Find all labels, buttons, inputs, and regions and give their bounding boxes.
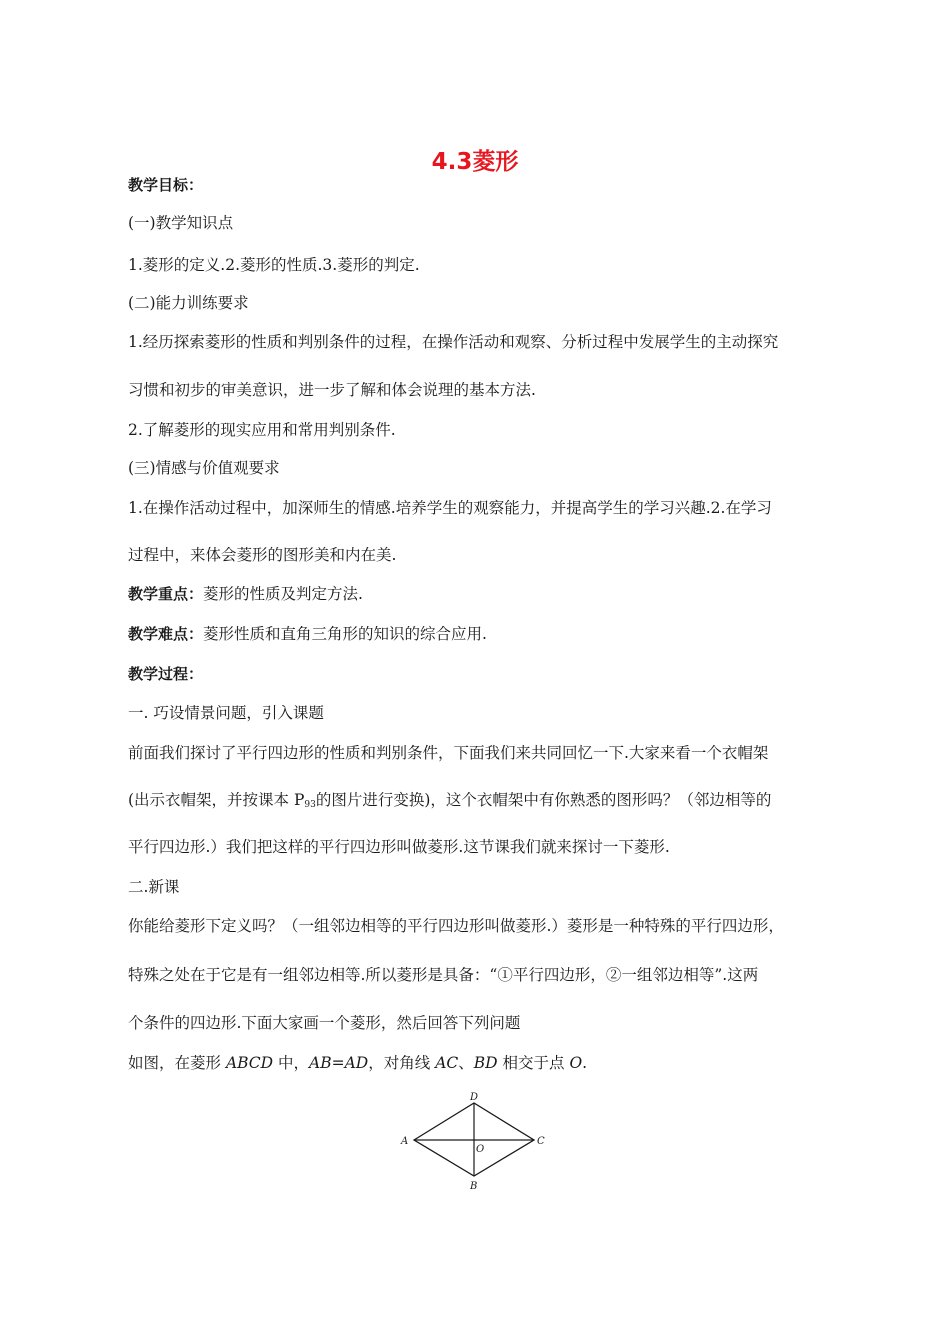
p4-math-ab-ad: AB=AD <box>309 1054 369 1072</box>
vertex-label-a: A <box>401 1136 409 1147</box>
key-point-text: 菱形的性质及判定方法. <box>203 585 363 603</box>
part2-heading: 二.新课 <box>128 878 180 896</box>
part2-paragraph-line4 <box>128 1053 587 1073</box>
part2-paragraph-line3: 个条件的四边形.下面大家画一个菱形，然后回答下列问题 <box>128 1014 521 1032</box>
part1-line2-start: (出示衣帽架，并按课本 P <box>128 791 305 809</box>
part1-paragraph-line1: 前面我们探讨了平行四边形的性质和判别条件，下面我们来共同回忆一下.大家来看一个衣帽架 <box>128 744 769 762</box>
part1-paragraph-line2 <box>128 790 771 815</box>
emotion-item-line2: 过程中，来体会菱形的图形美和内在美. <box>128 546 397 564</box>
p4-math-bd: BD <box>473 1054 498 1072</box>
ability-item1-line2: 习惯和初步的审美意识，进一步了解和体会说理的基本方法. <box>128 381 536 399</box>
vertex-label-d: D <box>470 1092 479 1103</box>
knowledge-heading: (一)教学知识点 <box>128 214 234 232</box>
part1-heading: 一. 巧设情景问题，引入课题 <box>128 704 324 722</box>
p4-text-4: 、 <box>458 1054 474 1072</box>
key-point-label: 教学重点： <box>128 585 204 603</box>
ability-item2: 2.了解菱形的现实应用和常用判别条件. <box>128 421 396 439</box>
difficulty-point <box>128 624 487 644</box>
process-heading: 教学过程： <box>128 665 204 683</box>
part2-paragraph-line2: 特殊之处在于它是有一组邻边相等.所以菱形是具备：“①平行四边形，②一组邻边相等”.这两 <box>128 966 759 984</box>
p4-math-o: O <box>569 1054 583 1072</box>
p4-text-2: 中， <box>273 1054 310 1072</box>
ability-heading: (二)能力训练要求 <box>128 294 249 312</box>
rhombus-figure <box>396 1088 556 1198</box>
part1-paragraph-line3: 平行四边形.）我们把这样的平行四边形叫做菱形.这节课我们就来探讨一下菱形. <box>128 838 670 856</box>
center-label-o: O <box>476 1144 485 1155</box>
vertex-label-b: B <box>470 1181 478 1192</box>
key-point <box>128 584 363 604</box>
emotion-item-line1: 1.在操作活动过程中，加深师生的情感.培养学生的观察能力，并提高学生的学习兴趣.2.在学习 <box>128 499 772 517</box>
emotion-heading: (三)情感与价值观要求 <box>128 459 280 477</box>
part1-line2-end: 的图片进行变换)，这个衣帽架中有你熟悉的图形吗？（邻边相等的 <box>315 791 772 809</box>
p4-text-1: 如图，在菱形 <box>128 1054 226 1072</box>
vertex-label-c: C <box>537 1136 545 1147</box>
p4-text-6: . <box>582 1054 588 1072</box>
page-title: 4.3菱形 <box>431 149 519 175</box>
p4-text-3: ，对角线 <box>368 1054 436 1072</box>
part2-paragraph-line1: 你能给菱形下定义吗？（一组邻边相等的平行四边形叫做菱形.）菱形是一种特殊的平行四边形， <box>128 917 784 935</box>
p4-text-5: 相交于点 <box>497 1054 570 1072</box>
p4-math-ac: AC <box>435 1054 459 1072</box>
goals-heading: 教学目标： <box>128 176 204 194</box>
ability-item1-line1: 1.经历探索菱形的性质和判别条件的过程，在操作活动和观察、分析过程中发展学生的主动探究 <box>128 333 779 351</box>
difficulty-text: 菱形性质和直角三角形的知识的综合应用. <box>203 625 487 643</box>
p4-math-abcd: ABCD <box>225 1054 274 1072</box>
page-subscript: 93 <box>304 800 316 810</box>
knowledge-text: 1.菱形的定义.2.菱形的性质.3.菱形的判定. <box>128 256 420 274</box>
difficulty-label: 教学难点： <box>128 625 204 643</box>
